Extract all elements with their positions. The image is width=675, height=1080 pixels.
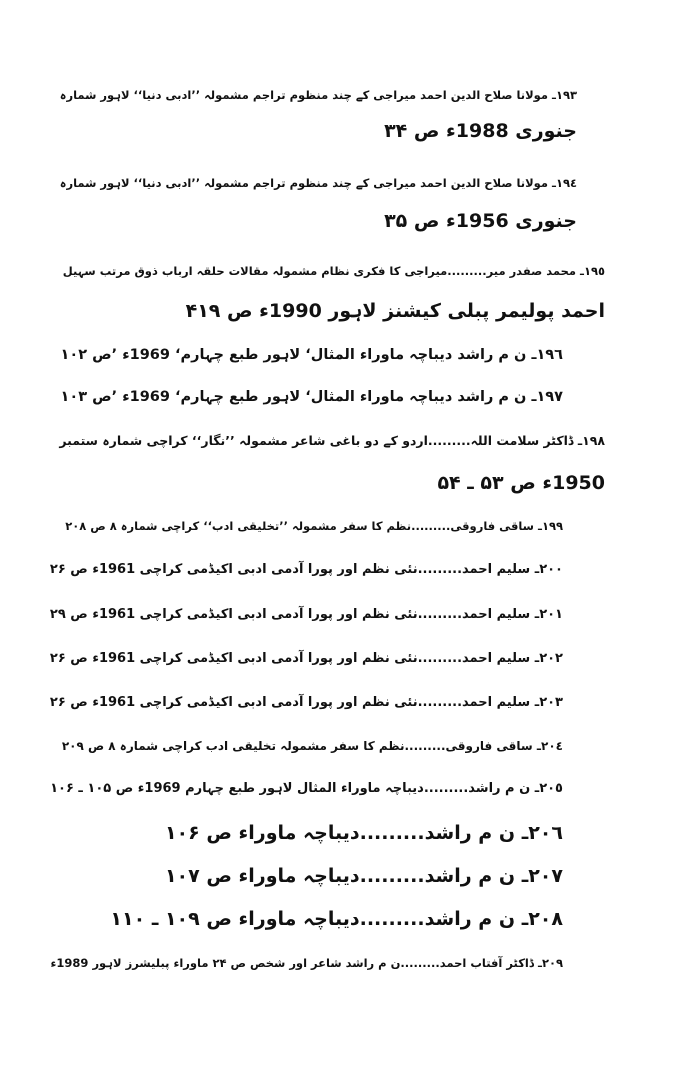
entry-text: ن م راشد.........دیباچہ ماوراء المثال لاہور طبع چہارم 1969ء ص ۱۰۵ ـ ۱۰۶	[50, 781, 531, 796]
entry-195-line-1	[63, 258, 605, 284]
entry-208	[110, 906, 563, 932]
entry-number: ١٩٧ـ	[531, 389, 563, 405]
entry-198-line-2: 1950ء ص ۵۳ ـ ۵۴	[437, 472, 605, 494]
entry-text: ڈاکٹر سلامت اللہ.........اردو کے دو باغی شاعر مشمولہ ’’نگار‘‘ کراچی شمارہ ستمبر	[59, 433, 574, 448]
entry-202	[50, 646, 563, 672]
entry-196	[61, 342, 563, 368]
entry-198-line-1	[59, 428, 605, 454]
entry-203	[50, 690, 563, 716]
entry-193-line-2: جنوری 1988ء ص ۳۴	[384, 120, 577, 142]
entry-number: ١٩٣ـ	[552, 88, 577, 102]
entry-207	[165, 863, 563, 889]
entry-number: ١٩٥ـ	[580, 264, 605, 278]
entry-text: ن م راشد.........دیباچہ ماوراء ص ۱۰۶	[164, 822, 516, 844]
entry-204	[62, 733, 563, 759]
entry-text: سلیم احمد.........نئی نظم اور پورا آدمی ادبی اکیڈمی کراچی 1961ء ص ۲۶	[49, 562, 531, 577]
entry-194-line-2: جنوری 1956ء ص ۳۵	[384, 210, 577, 232]
entry-199	[65, 513, 563, 539]
entry-number: ٢٠٧ـ	[521, 865, 563, 887]
entry-text: مولانا صلاح الدین احمد میراجی کے چند منظوم تراجم مشمولہ ’’ادبی دنیا‘‘ لاہور شمارہ	[59, 176, 548, 190]
entry-number: ١٩٨ـ	[577, 433, 605, 448]
entry-number: ٢٠١ـ	[534, 607, 563, 622]
entry-number: ١٩٩ـ	[538, 519, 563, 533]
entry-209	[51, 950, 563, 976]
entry-text: مولانا صلاح الدین احمد میراجی کے چند منظوم تراجم مشمولہ ’’ادبی دنیا‘‘ لاہور شمارہ	[59, 88, 548, 102]
entry-205	[50, 776, 563, 802]
entry-194-line-1	[60, 170, 577, 196]
entry-number: ١٩٦ـ	[531, 347, 563, 363]
entry-text: ن م راشد دیباچہ ماوراء المثال‘ لاہور طبع چہارم‘ 1969ء ’ص ۱۰۳	[60, 389, 527, 405]
entry-text: سلیم احمد.........نئی نظم اور پورا آدمی ادبی اکیڈمی کراچی 1961ء ص ۲۶	[49, 695, 531, 710]
entry-number: ٢٠٣ـ	[534, 695, 563, 710]
entry-number: ٢٠٥ـ	[534, 781, 563, 796]
entry-number: ٢٠٠ـ	[534, 562, 563, 577]
entry-text: ساقی فاروقی.........نظم کا سفر مشمولہ ’’تخلیقی ادب‘‘ کراچی شمارہ ۸ ص ۲۰۸	[65, 519, 534, 533]
entry-text: محمد صفدر میر.........میراجی کا فکری نظام مشمولہ مقالات حلقہ ارباب ذوق مرتب سہیل	[62, 264, 576, 278]
entry-195-line-2: احمد پولیمر پبلی کیشنز لاہور 1990ء ص ۴۱۹	[185, 300, 605, 322]
entry-text: ن م راشد دیباچہ ماوراء المثال‘ لاہور طبع چہارم‘ 1969ء ’ص ۱۰۲	[60, 347, 527, 363]
entry-200	[50, 557, 563, 583]
entry-number: ٢٠٢ـ	[534, 651, 563, 666]
entry-201	[50, 602, 563, 628]
entry-text: ڈاکٹر آفتاب احمد.........ن م راشد شاعر اور شخص ص ۲۴ ماوراء پبلیشرز لاہور 1989ء	[50, 956, 534, 970]
entry-number: ٢٠٨ـ	[521, 908, 563, 930]
entry-206	[165, 820, 563, 846]
entry-text: سلیم احمد.........نئی نظم اور پورا آدمی ادبی اکیڈمی کراچی 1961ء ص ۲۶	[49, 651, 531, 666]
entry-text: سلیم احمد.........نئی نظم اور پورا آدمی ادبی اکیڈمی کراچی 1961ء ص ۲۹	[49, 607, 531, 622]
entry-number: ١٩٤ـ	[552, 176, 577, 190]
entry-193-line-1	[60, 82, 577, 108]
entry-text: ساقی فاروقی.........نظم کا سفر مشمولہ تخلیقی ادب کراچی شمارہ ۸ ص ۲۰۹	[61, 739, 533, 753]
entry-text: ن م راشد.........دیباچہ ماوراء ص ۱۰۹ ـ ۱۱۰	[110, 908, 516, 930]
entry-text: ن م راشد.........دیباچہ ماوراء ص ۱۰۷	[164, 865, 516, 887]
entry-number: ٢٠٦ـ	[521, 822, 563, 844]
entry-number: ٢٠٤ـ	[536, 739, 563, 753]
entry-number: ٢٠٩ـ	[538, 956, 563, 970]
entry-197	[61, 384, 563, 410]
